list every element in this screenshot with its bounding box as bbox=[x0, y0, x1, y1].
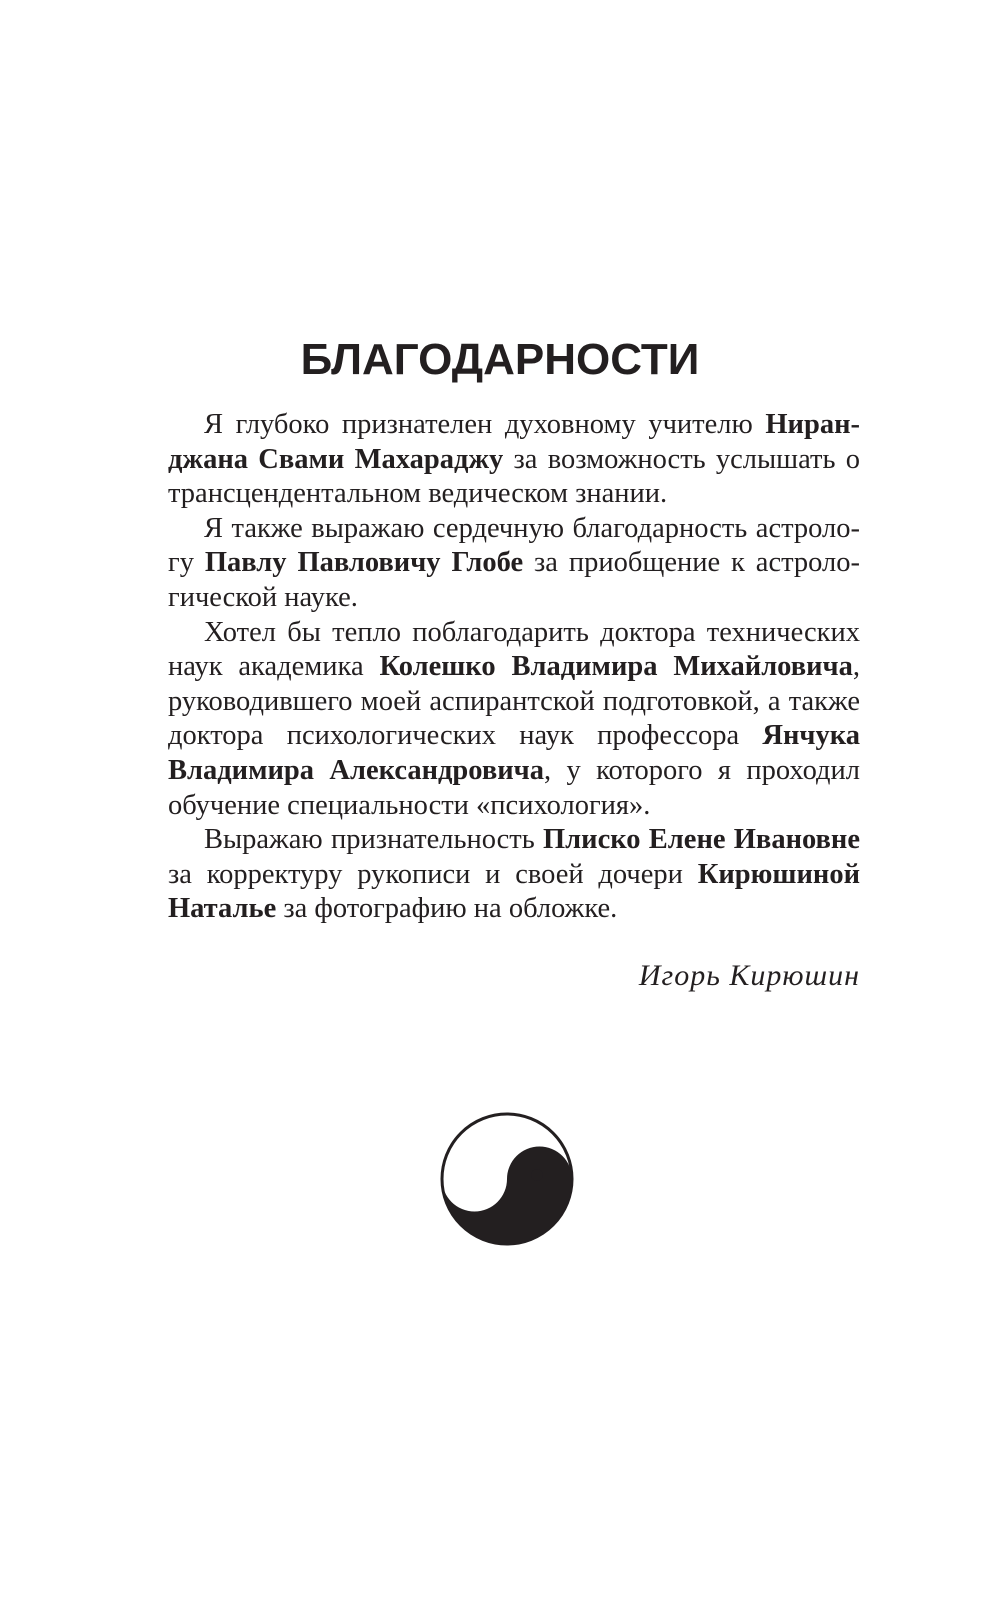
paragraph-text: за корректуру рукописи и своей дочери bbox=[168, 858, 698, 890]
paragraph-1 bbox=[168, 408, 860, 512]
person-name: Ниранджана Свами Махараджу bbox=[168, 409, 860, 475]
acknowledgements-text bbox=[168, 408, 860, 927]
yin-yang-dark-dot bbox=[531, 1169, 543, 1181]
page-title: БЛАГОДАРНОСТИ bbox=[300, 335, 700, 384]
paragraph-text: Я глубоко признателен духовному учителю bbox=[204, 409, 766, 440]
paragraph-text: за возможность услышать о трансцендентальном ведическом знании. bbox=[168, 443, 860, 510]
person-name: Колешко Владимира Михайловича bbox=[379, 651, 853, 683]
paragraph-3 bbox=[168, 616, 860, 824]
paragraph-text: Я также выражаю сердечную благодарность астрологу bbox=[168, 512, 860, 579]
person-name: Янчука Владимира Александровича bbox=[168, 720, 860, 786]
person-name: Плиско Елене Ивановне bbox=[543, 824, 860, 856]
paragraph-text: Хотел бы тепло поблагодарить доктора технических наук академика bbox=[168, 616, 860, 683]
person-name: Павлу Павловичу Глобе bbox=[204, 547, 524, 579]
paragraph-text: Выражаю признательность bbox=[204, 824, 544, 856]
paragraph-text: , у которого я проходил обучение специальности «психология». bbox=[168, 754, 860, 821]
paragraph-text: , руководившего моей аспирантской подготовкой, а также доктора психологических наук профессора bbox=[168, 651, 860, 752]
paragraph-4 bbox=[168, 823, 860, 927]
yin-yang-icon bbox=[440, 1112, 574, 1246]
paragraph-2 bbox=[168, 512, 860, 616]
paragraph-text: за приобщение к астрологической науке. bbox=[168, 547, 860, 613]
yin-yang-light-dot bbox=[470, 1169, 482, 1181]
author-signature: Игорь Кирюшин bbox=[638, 959, 860, 992]
paragraph-text: за фотографию на обложке. bbox=[276, 893, 618, 925]
person-name: Кирюшиной Наталье bbox=[168, 858, 860, 925]
